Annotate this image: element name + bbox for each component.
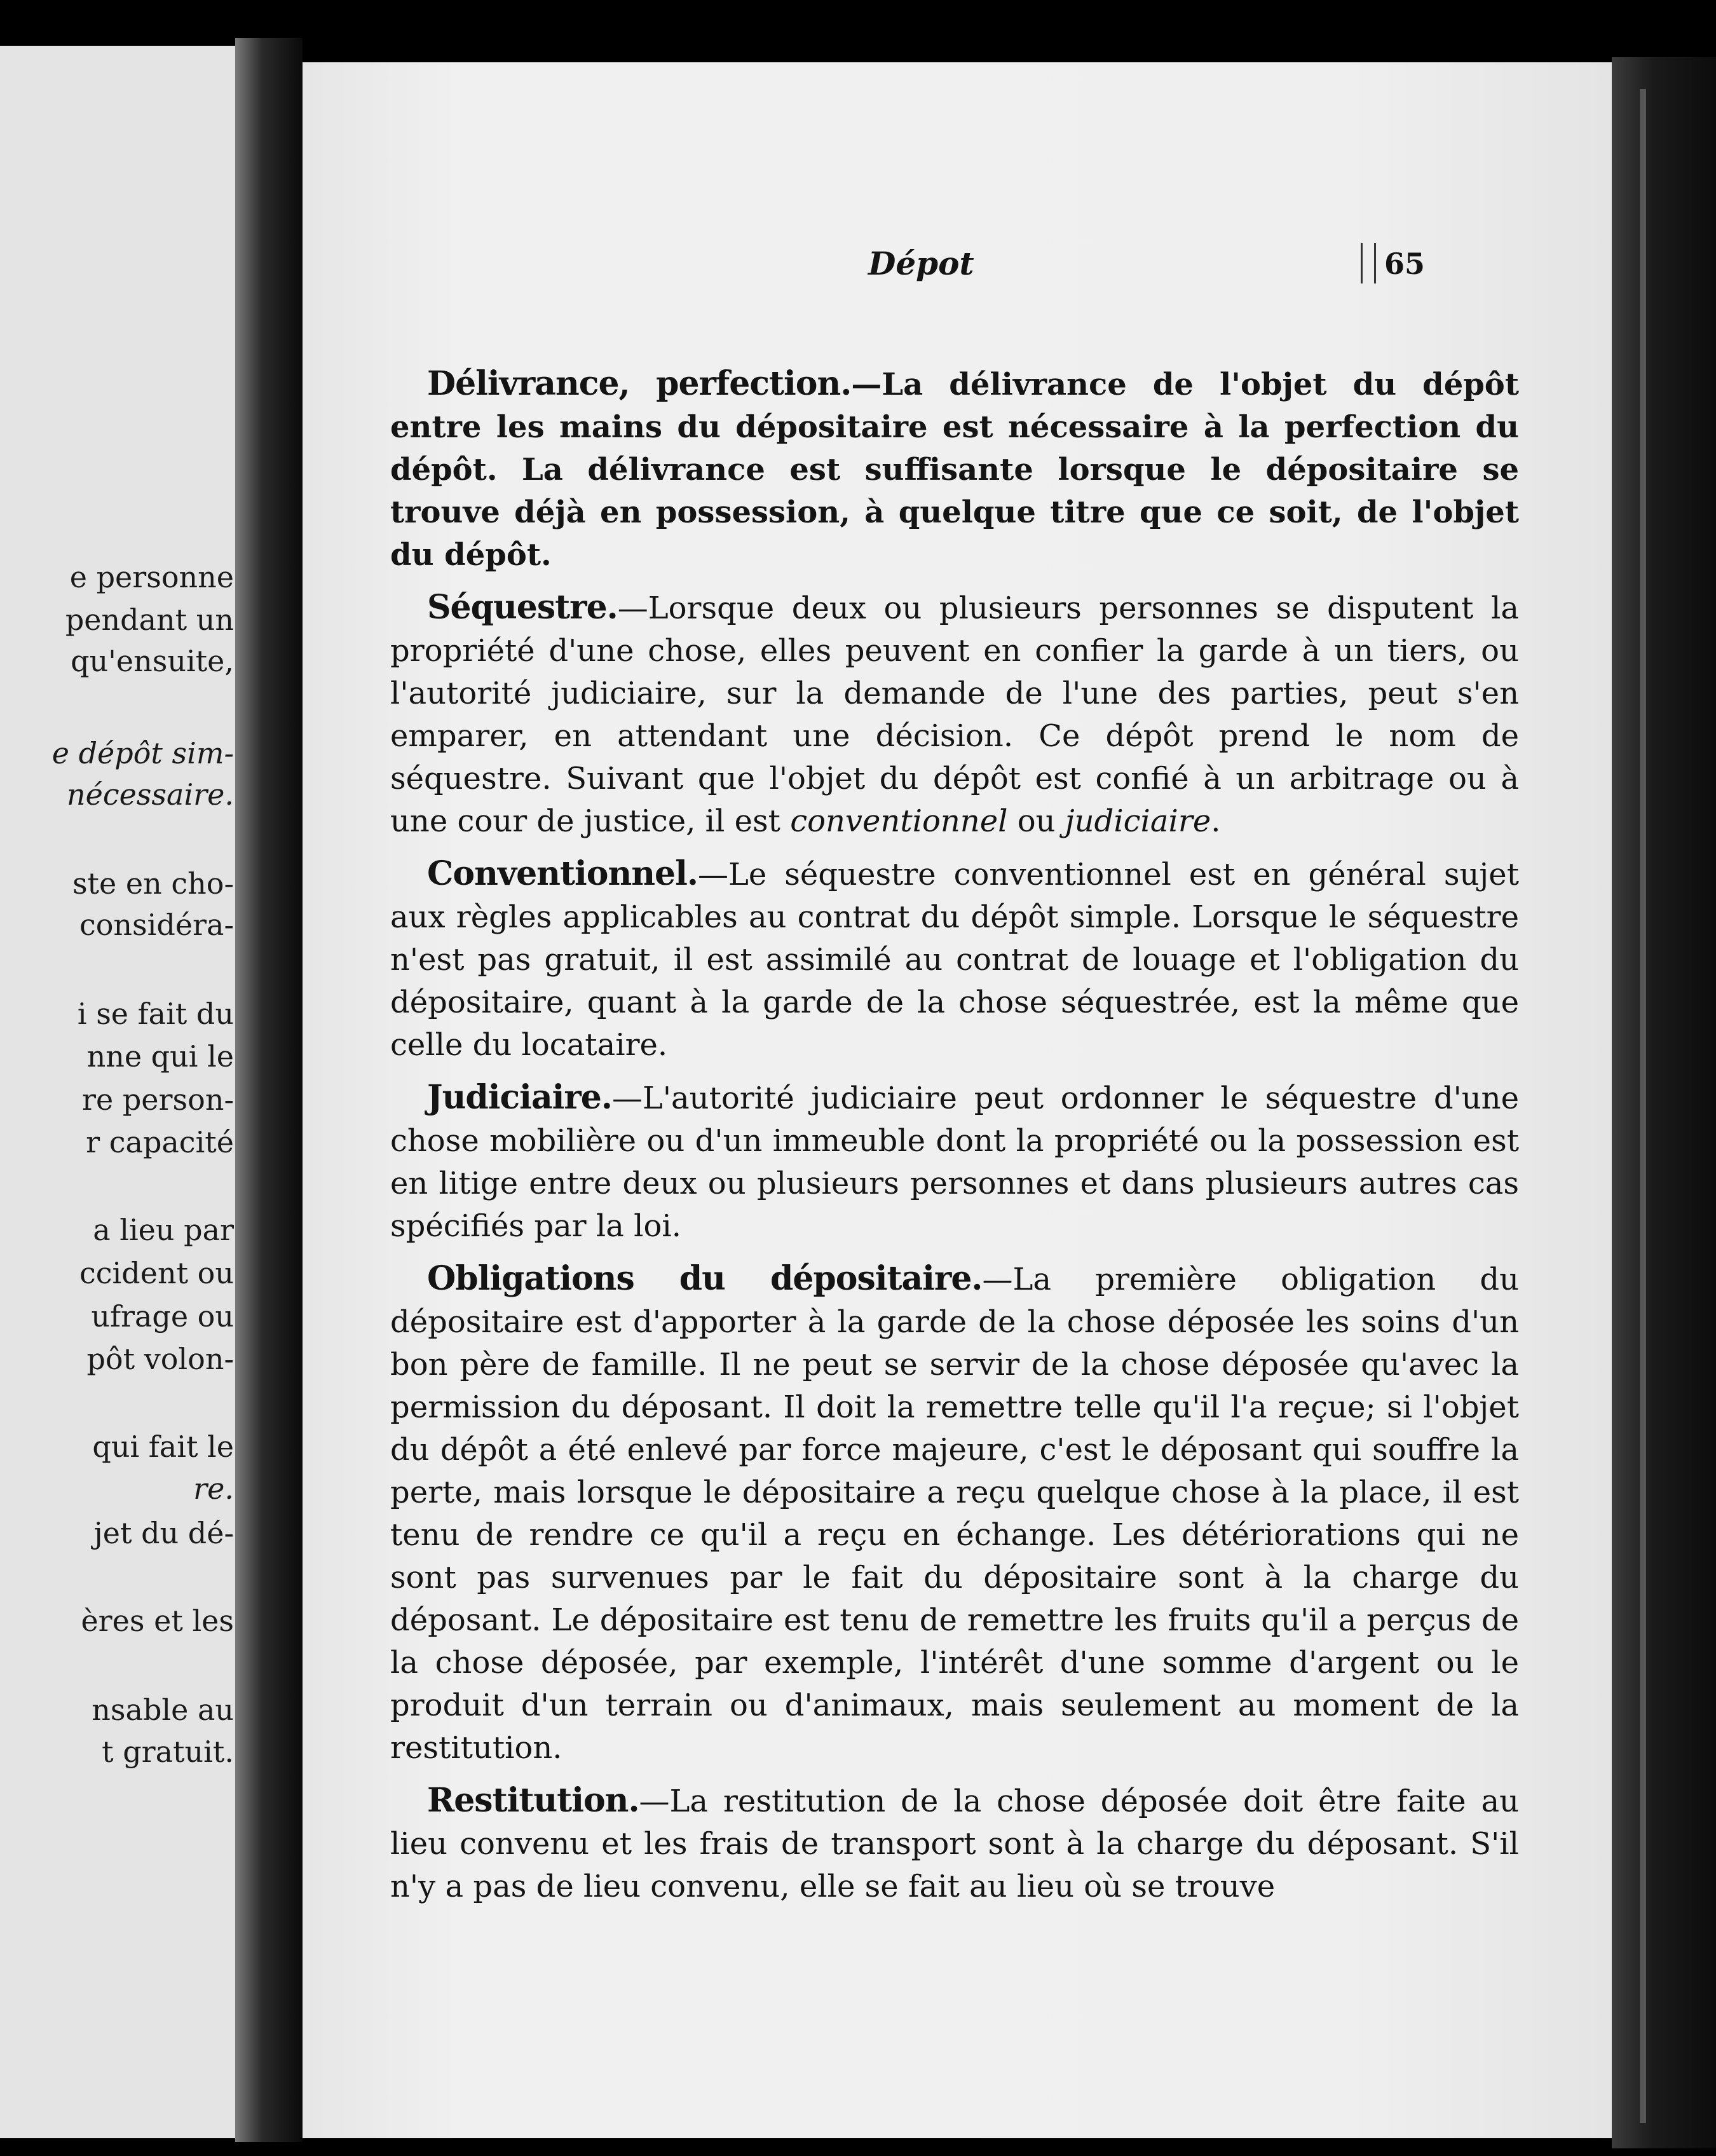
paragraph-text: ou [1007,803,1065,839]
paragraph-text: —Le séquestre conventionnel est en général sujet aux règles applicables au contrat du dépôt simple. Lorsque le séquestre n'est pas gratuit, il est assimilé au contrat de louage et l'obligation du dépositaire, quant à la garde de la chose séquestrée, est la même que celle du locataire. [390,857,1519,1063]
left-page-line: qu'ensuite, [71,644,234,678]
paragraph-text: —La restitution de la chose déposée doit être faite au lieu convenu et les frais de transport sont à la charge du déposant. S'il n'y a pas de lieu convenu, elle se fait au lieu où se trouve [390,1784,1519,1904]
cover-rule [1640,89,1646,2123]
section-heading: Délivrance, perfection. [427,364,852,403]
left-page-line: re. [193,1471,234,1506]
paragraph-text: —La première obligation du dépositaire est d'apporter à la garde de la chose déposée les soins d'un bon père de famille. Il ne peut se servir de la chose déposée qu'avec la permission du déposant. Il doit la remettre telle qu'il l'a reçue; si l'objet du dépôt a été enlevé par force majeure, c'est le déposant qui souffre la perte, mais lorsque le dépositaire a reçu quelque chose à la place, il est tenu de rendre ce qu'il a reçu en échange. Les détériorations qui ne sont pas survenues par le fait du dépositaire sont à la charge du déposant. Le dépositaire est tenu de remettre les fruits qu'il a perçus de la chose déposée, par exemple, l'intérêt d'une somme d'argent ou le produit d'un terrain ou d'animaux, mais seulement au moment de la restitution. [390,1262,1520,1766]
main-page [303,62,1612,2138]
section-heading: Obligations du dépositaire. [427,1259,983,1298]
section-heading: Séquestre. [427,588,618,627]
page-mark [1361,243,1376,283]
book-gutter [235,38,303,2142]
left-page-fragment [0,46,240,2138]
paragraph-delivrance [390,362,1519,577]
paragraph-text: . [1211,803,1221,839]
page-header [303,235,1612,292]
left-page-line: nne qui le [86,1039,234,1074]
left-page-line: ères et les [81,1604,234,1638]
left-page-line: e dépôt sim- [51,736,234,770]
running-title: Dépot [868,245,974,282]
left-page-line: re person- [82,1082,234,1117]
book-cover-edge [1612,57,1716,2148]
left-page-line: a lieu par [93,1213,234,1247]
left-page-line: jet du dé- [93,1516,234,1550]
left-page-line: ufrage ou [91,1299,234,1334]
left-page-line: r capacité [86,1125,234,1159]
paragraph-text: —L'autorité judiciaire peut ordonner le séquestre d'une chose mobilière ou d'un immeuble dont la propriété ou la possession est en litige entre deux ou plusieurs personnes et dans plusieurs autres cas spécifiés par la loi. [390,1081,1519,1244]
left-page-line: ccident ou [79,1256,234,1290]
left-page-line: ste en cho- [72,866,234,901]
page-number: 65 [1384,247,1426,281]
section-heading: Judiciaire. [427,1078,612,1117]
left-page-line: t gratuit. [102,1735,234,1769]
left-page-line: pôt volon- [86,1342,234,1376]
paragraph-text: —Lorsque deux ou plusieurs personnes se disputent la propriété d'une chose, elles peuvent en confier la garde à un tiers, ou l'autorité judiciaire, sur la demande de l'une des parties, peut s'en emparer, en attendant une décision. Ce dépôt prend le nom de séquestre. Suivant que l'objet du dépôt est confié à un arbitrage ou à une cour de justice, il est [390,590,1519,839]
paragraph-text: —La délivrance de l'objet du dépôt entre les mains du dépositaire est nécessaire à la perfection du dépôt. La délivrance est suffisante lorsque le dépositaire se trouve déjà en possession, à quelque titre que ce soit, de l'objet du dépôt. [390,367,1519,573]
left-page-line: nsable au [92,1693,234,1727]
paragraph-restitution [390,1779,1519,1908]
body-text [390,362,1519,1918]
term-judiciaire: judiciaire [1065,803,1211,839]
section-heading: Restitution. [427,1781,639,1820]
paragraph-conventionnel [390,852,1519,1067]
term-conventionnel: conventionnel [790,803,1008,839]
paragraph-obligations [390,1257,1519,1770]
left-page-line: pendant un [65,603,234,637]
left-page-line: e personne [69,560,234,594]
section-heading: Conventionnel. [427,854,698,893]
left-page-line: nécessaire. [66,777,234,812]
left-page-line: considéra- [79,908,234,942]
paragraph-judiciaire [390,1076,1519,1248]
left-page-line: qui fait le [92,1429,234,1464]
left-page-line: i se fait du [77,997,234,1031]
paragraph-sequestre [390,586,1519,843]
